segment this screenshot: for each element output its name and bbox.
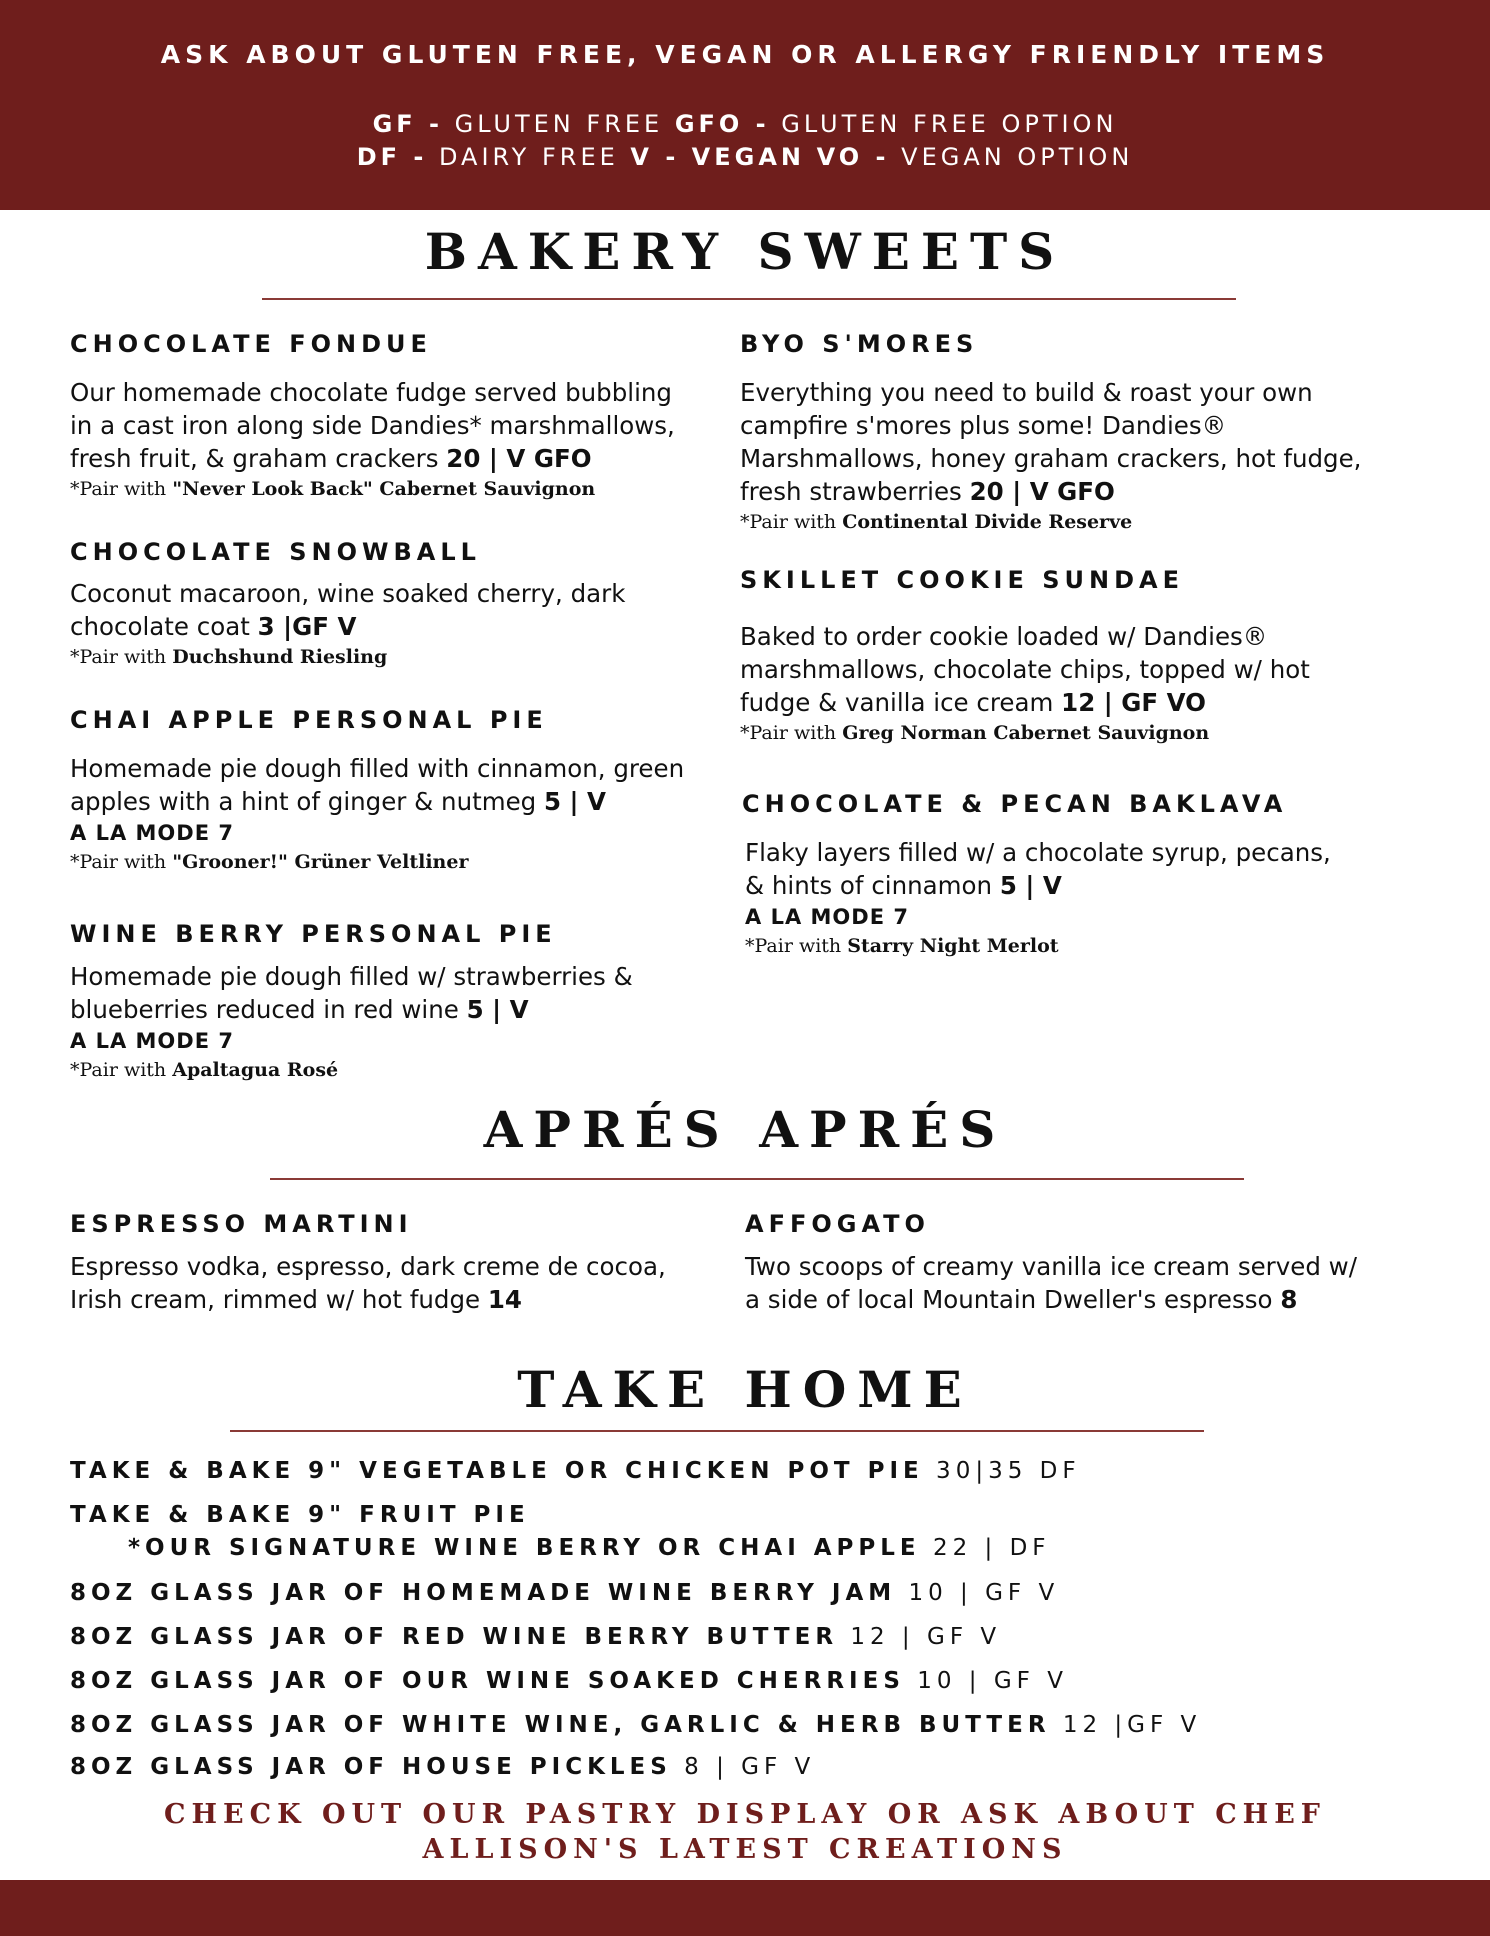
item-description — [740, 376, 1440, 508]
take-home-item — [70, 1502, 530, 1528]
menu-item — [70, 330, 730, 503]
wine-pairing — [70, 643, 730, 671]
item-price: 12 | GF VO — [1061, 688, 1206, 717]
item-name: BYO S'MORES — [740, 330, 979, 358]
item-description — [70, 752, 730, 818]
take-home-name: 8OZ GLASS JAR OF OUR WINE SOAKED CHERRIES — [70, 1668, 905, 1694]
take-home-detail: 10 | GF V — [904, 1668, 1068, 1694]
item-name: WINE BERRY PERSONAL PIE — [70, 920, 557, 948]
item-price: 20 | V GFO — [446, 444, 592, 473]
desc-line: Marshmallows, honey graham crackers, hot fudge, — [740, 444, 1362, 473]
menu-item — [70, 1210, 730, 1316]
desc-line: blueberries reduced in red wine — [70, 995, 467, 1024]
pair-prefix: *Pair with — [70, 646, 173, 668]
item-name: CHOCOLATE SNOWBALL — [70, 538, 481, 566]
desc-line: a side of local Mountain Dweller's espresso — [745, 1285, 1281, 1314]
item-price: 5 | V — [466, 995, 529, 1024]
take-home-item — [70, 1712, 1201, 1738]
a-la-mode: A LA MODE 7 — [70, 1029, 234, 1053]
desc-line: fresh strawberries — [740, 477, 970, 506]
menu-item — [70, 920, 730, 1084]
wine-pairing — [70, 475, 730, 503]
wine-pairing — [740, 719, 1440, 747]
take-home-item — [70, 1624, 1001, 1650]
take-home-subitem — [128, 1535, 1051, 1561]
legend-label: VEGAN OPTION — [889, 143, 1134, 171]
pair-wine: "Grooner!" Grüner Veltliner — [172, 851, 469, 873]
wine-pairing — [740, 508, 1440, 536]
section-divider — [230, 1430, 1204, 1432]
allergy-banner — [0, 0, 1490, 210]
menu-item — [740, 566, 1440, 747]
take-home-name: TAKE & BAKE 9" FRUIT PIE — [70, 1502, 530, 1528]
section-title-bakery: BAKERY SWEETS — [424, 222, 1066, 281]
desc-line: & hints of cinnamon — [745, 871, 1000, 900]
legend-code: DF - — [356, 143, 428, 171]
desc-line: Everything you need to build & roast your own — [740, 378, 1313, 407]
a-la-mode: A LA MODE 7 — [745, 905, 909, 929]
wine-pairing — [70, 1056, 730, 1084]
item-name: CHOCOLATE & PECAN BAKLAVA — [742, 790, 1288, 818]
legend-line-2 — [0, 143, 1490, 171]
wine-pairing — [70, 848, 730, 876]
take-home-detail: 12 |GF V — [1050, 1712, 1202, 1738]
item-price: 5 | V — [543, 787, 606, 816]
note-line: ALLISON'S LATEST CREATIONS — [422, 1834, 1068, 1865]
a-la-mode: A LA MODE 7 — [70, 821, 234, 845]
pair-wine: Greg Norman Cabernet Sauvignon — [842, 722, 1210, 744]
item-name: CHAI APPLE PERSONAL PIE — [70, 706, 548, 734]
legend-label: DAIRY FREE — [427, 143, 631, 171]
item-name: AFFOGATO — [745, 1210, 930, 1238]
item-name: ESPRESSO MARTINI — [70, 1210, 413, 1238]
desc-line: Baked to order cookie loaded w/ Dandies® — [740, 622, 1268, 651]
legend-label: GLUTEN FREE — [443, 110, 675, 138]
item-description — [70, 577, 730, 643]
pair-prefix: *Pair with — [740, 511, 843, 533]
note-line: CHECK OUT OUR PASTRY DISPLAY OR ASK ABOUT CHEF — [164, 1799, 1326, 1830]
pair-prefix: *Pair with — [740, 722, 843, 744]
take-home-detail: 30|35 DF — [923, 1458, 1081, 1484]
pair-wine: Apaltagua Rosé — [172, 1059, 339, 1081]
desc-line: chocolate coat — [70, 612, 258, 641]
take-home-item — [70, 1458, 1081, 1484]
take-home-name: 8OZ GLASS JAR OF RED WINE BERRY BUTTER — [70, 1624, 839, 1650]
pair-wine: "Never Look Back" Cabernet Sauvignon — [172, 478, 596, 500]
section-divider — [270, 1178, 1244, 1180]
take-home-name: 8OZ GLASS JAR OF WHITE WINE, GARLIC & HERB BUTTER — [70, 1712, 1051, 1738]
take-home-name: 8OZ GLASS JAR OF HOUSE PICKLES — [70, 1754, 672, 1780]
take-home-detail: 8 | GF V — [671, 1754, 816, 1780]
pair-prefix: *Pair with — [70, 851, 173, 873]
desc-line: Flaky layers filled w/ a chocolate syrup, pecans, — [745, 838, 1331, 867]
wine-pairing — [745, 932, 1442, 960]
pair-wine: Duchshund Riesling — [172, 646, 388, 668]
item-price: 8 — [1280, 1285, 1298, 1314]
item-price: 5 | V — [999, 871, 1062, 900]
take-home-detail: 10 | GF V — [896, 1580, 1060, 1606]
legend-line-1 — [0, 110, 1490, 138]
pair-wine: Continental Divide Reserve — [842, 511, 1133, 533]
item-description — [70, 1250, 730, 1316]
desc-line: campfire s'mores plus some! Dandies® — [740, 411, 1227, 440]
section-title-apres: APRÉS APRÉS — [483, 1100, 1007, 1159]
legend-code: GF - — [372, 110, 444, 138]
menu-item — [70, 538, 730, 671]
legend-code: V - VEGAN — [630, 143, 805, 171]
take-home-name: *OUR SIGNATURE WINE BERRY OR CHAI APPLE — [128, 1535, 921, 1561]
menu-item — [742, 790, 1442, 960]
item-description — [745, 836, 1442, 902]
pair-prefix: *Pair with — [70, 1059, 173, 1081]
desc-line: Our homemade chocolate fudge served bubbling — [70, 378, 672, 407]
item-price: 14 — [487, 1285, 522, 1314]
menu-item — [745, 1210, 1445, 1316]
footer-band — [0, 1880, 1490, 1936]
legend-code: GFO - — [674, 110, 770, 138]
allergy-notice: ASK ABOUT GLUTEN FREE, VEGAN OR ALLERGY FRIENDLY ITEMS — [160, 40, 1330, 69]
item-description — [70, 960, 730, 1026]
take-home-item — [70, 1580, 1059, 1606]
take-home-item — [70, 1754, 815, 1780]
item-name: CHOCOLATE FONDUE — [70, 330, 432, 358]
desc-line: fresh fruit, & graham crackers — [70, 444, 447, 473]
legend-label — [805, 143, 817, 171]
desc-line: Coconut macaroon, wine soaked cherry, dark — [70, 579, 626, 608]
take-home-detail: 22 | DF — [920, 1535, 1051, 1561]
pair-prefix: *Pair with — [70, 478, 173, 500]
item-price: 20 | V GFO — [969, 477, 1115, 506]
take-home-item — [70, 1668, 1068, 1694]
menu-item — [740, 330, 1440, 536]
item-name: SKILLET COOKIE SUNDAE — [740, 566, 1184, 594]
take-home-name: 8OZ GLASS JAR OF HOMEMADE WINE BERRY JAM — [70, 1580, 897, 1606]
desc-line: marshmallows, chocolate chips, topped w/ hot — [740, 655, 1310, 684]
legend-code: VO - — [816, 143, 890, 171]
section-divider — [262, 298, 1236, 300]
pair-wine: Starry Night Merlot — [847, 935, 1059, 957]
desc-line: Homemade pie dough filled with cinnamon, green — [70, 754, 685, 783]
section-title-take-home: TAKE HOME — [517, 1360, 973, 1419]
desc-line: in a cast iron along side Dandies* marshmallows, — [70, 411, 675, 440]
desc-line: Homemade pie dough filled w/ strawberries & — [70, 962, 633, 991]
item-description — [740, 620, 1440, 719]
item-description — [745, 1250, 1445, 1316]
desc-line: fudge & vanilla ice cream — [740, 688, 1062, 717]
legend-label: GLUTEN FREE OPTION — [769, 110, 1118, 138]
item-price: 3 |GF V — [257, 612, 357, 641]
pastry-display-note — [0, 1797, 1490, 1867]
desc-line: Espresso vodka, espresso, dark creme de cocoa, — [70, 1252, 666, 1281]
desc-line: apples with a hint of ginger & nutmeg — [70, 787, 544, 816]
pair-prefix: *Pair with — [745, 935, 848, 957]
menu-item — [70, 706, 730, 876]
take-home-name: TAKE & BAKE 9" VEGETABLE OR CHICKEN POT PIE — [70, 1458, 924, 1484]
desc-line: Two scoops of creamy vanilla ice cream served w/ — [745, 1252, 1357, 1281]
take-home-detail: 12 | GF V — [838, 1624, 1002, 1650]
item-description — [70, 376, 730, 475]
desc-line: Irish cream, rimmed w/ hot fudge — [70, 1285, 488, 1314]
